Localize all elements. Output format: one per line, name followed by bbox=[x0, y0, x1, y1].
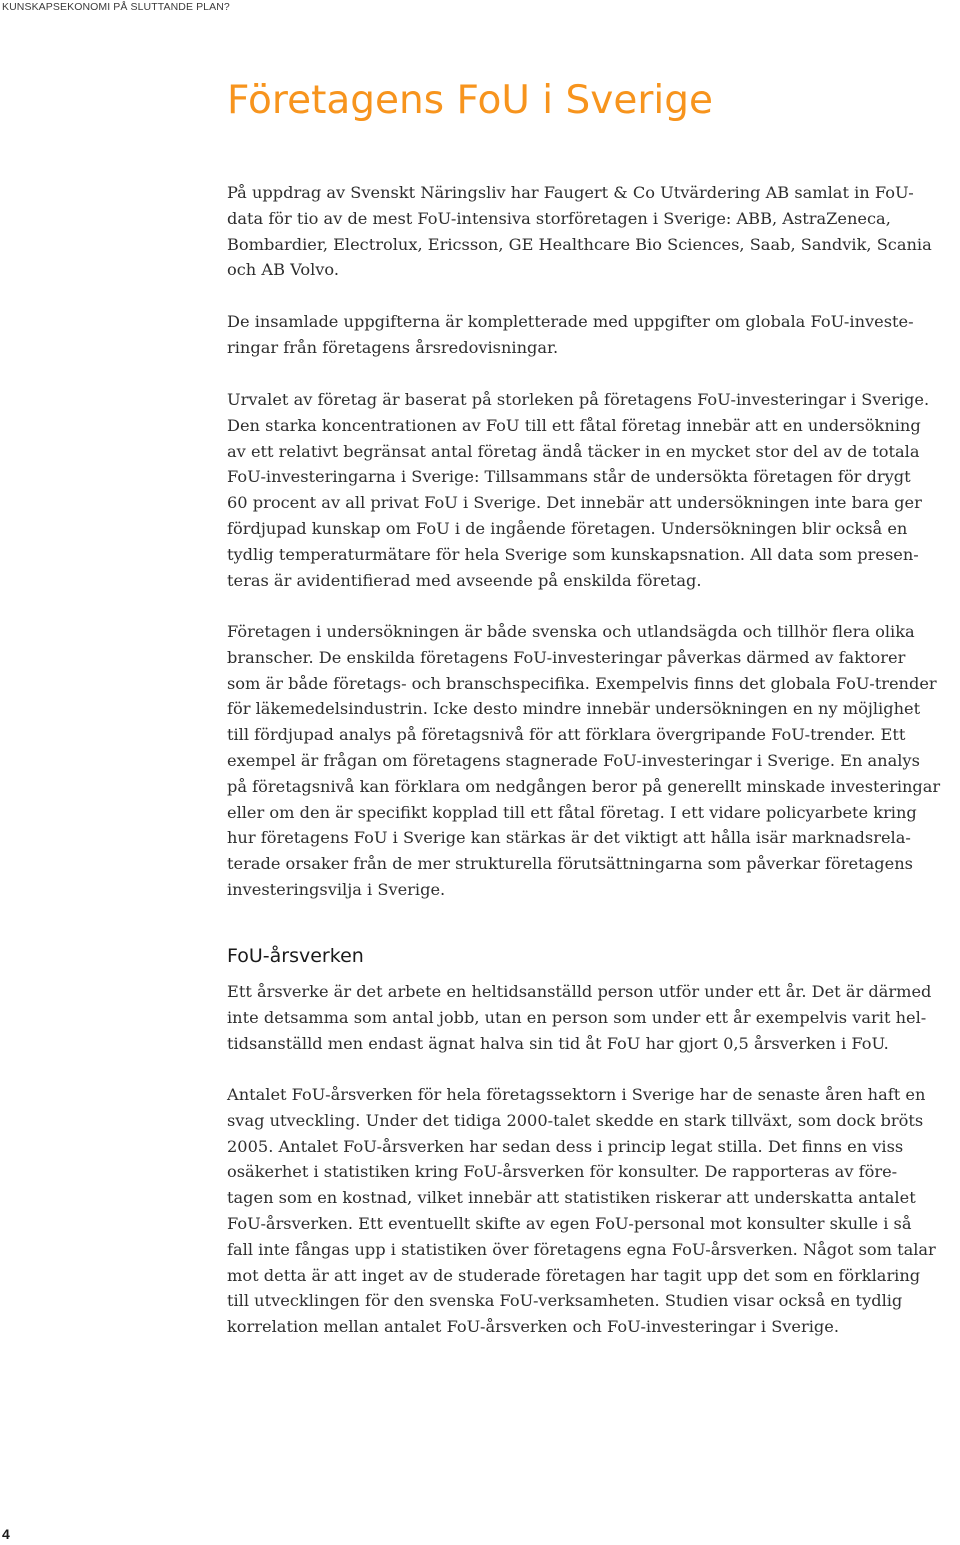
text-line: eller om den är specifikt kopplad till ett fåtal företag. I ett vidare policyarbete kring bbox=[227, 802, 917, 822]
page-number: 4 bbox=[2, 1526, 10, 1542]
text-line: som är både företags- och branschspecifika. Exempelvis finns det globala FoU-trender bbox=[227, 673, 937, 693]
text-line: investeringsvilja i Sverige. bbox=[227, 879, 446, 899]
text-line: svag utveckling. Under det tidiga 2000-talet skedde en stark tillväxt, som dock bröts bbox=[227, 1110, 924, 1130]
text-line: Ett årsverke är det arbete en heltidsanställd person utför under ett år. Det är därmed bbox=[227, 982, 932, 1001]
text-line: terade orsaker från de mer strukturella förutsättningarna som påverkar företagens bbox=[227, 854, 913, 874]
paragraph-intro bbox=[227, 180, 957, 283]
text-line: Antalet FoU-årsverken för hela företagssektorn i Sverige har de senaste åren haft en bbox=[227, 1085, 926, 1104]
text-line: teras är avidentifierad med avseende på enskilda företag. bbox=[227, 570, 702, 590]
paragraph-development bbox=[227, 1082, 957, 1340]
text-line: på företagsnivå kan förklara om nedgången beror på generellt minskade investeringar bbox=[227, 776, 941, 796]
text-line: tagen som en kostnad, vilket innebär att statistiken riskerar att underskatta antalet bbox=[227, 1188, 916, 1208]
text-line: och AB Volvo. bbox=[227, 260, 339, 280]
paragraph-selection bbox=[227, 387, 957, 593]
text-line: FoU-årsverken. Ett eventuellt skifte av egen FoU-personal mot konsulter skulle i så bbox=[227, 1213, 912, 1233]
text-line: fall inte fångas upp i statistiken över företagens egna FoU-årsverken. Något som talar bbox=[227, 1239, 936, 1259]
text-line: till utvecklingen för den svenska FoU-verksamheten. Studien visar också en tydlig bbox=[227, 1291, 903, 1311]
text-line: hur företagens FoU i Sverige kan stärkas är det viktigt att hålla isär marknadsrela- bbox=[227, 828, 911, 848]
section-heading: FoU-årsverken bbox=[227, 945, 364, 967]
text-line: tidsanställd men endast ägnat halva sin tid åt FoU har gjort 0,5 årsverken i FoU. bbox=[227, 1033, 889, 1053]
paragraph-sources bbox=[227, 309, 957, 361]
text-line: data för tio av de mest FoU-intensiva storföretagen i Sverige: ABB, AstraZeneca, bbox=[227, 208, 891, 228]
paragraph-companies bbox=[227, 619, 957, 903]
paragraph-definition bbox=[227, 979, 957, 1056]
text-line: 60 procent av all privat FoU i Sverige. Det innebär att undersökningen inte bara ger bbox=[227, 493, 922, 513]
text-line: inte detsamma som antal jobb, utan en person som under ett år exempelvis varit hel- bbox=[227, 1007, 927, 1027]
text-line: tydlig temperaturmätare för hela Sverige som kunskapsnation. All data som presen- bbox=[227, 544, 919, 564]
text-line: mot detta är att inget av de studerade företagen har tagit upp det som en förklaring bbox=[227, 1265, 921, 1285]
text-line: osäkerhet i statistiken kring FoU-årsverken för konsulter. De rapporteras av före- bbox=[227, 1162, 898, 1182]
text-line: till fördjupad analys på företagsnivå för att förklara övergripande FoU-trender. Ett bbox=[227, 725, 906, 745]
running-head: KUNSKAPSEKONOMI PÅ SLUTTANDE PLAN? bbox=[2, 1, 230, 13]
text-line: 2005. Antalet FoU-årsverken har sedan dess i princip legat stilla. Det finns en viss bbox=[227, 1136, 904, 1156]
text-line: Urvalet av företag är baserat på storleken på företagens FoU-investeringar i Sverige. bbox=[227, 390, 930, 409]
text-line: Den starka koncentrationen av FoU till ett fåtal företag innebär att en undersökning bbox=[227, 415, 921, 435]
text-line: Bombardier, Electrolux, Ericsson, GE Healthcare Bio Sciences, Saab, Sandvik, Scania bbox=[227, 234, 932, 254]
text-line: FoU-investeringarna i Sverige: Tillsammans står de undersökta företagen för drygt bbox=[227, 467, 911, 487]
page-title: Företagens FoU i Sverige bbox=[227, 78, 713, 123]
text-line: korrelation mellan antalet FoU-årsverken och FoU-investeringar i Sverige. bbox=[227, 1317, 840, 1337]
text-line: ringar från företagens årsredovisningar. bbox=[227, 337, 559, 357]
text-line: De insamlade uppgifterna är kompletterade med uppgifter om globala FoU-investe- bbox=[227, 312, 914, 331]
text-line: av ett relativt begränsat antal företag ändå täcker in en mycket stor del av de totala bbox=[227, 441, 920, 461]
text-line: exempel är frågan om företagens stagnerade FoU-investeringar i Sverige. En analys bbox=[227, 750, 920, 770]
text-line: Företagen i undersökningen är både svenska och utlandsägda och tillhör flera olika bbox=[227, 622, 915, 641]
text-line: för läkemedelsindustrin. Icke desto mindre innebär undersökningen en ny möjlighet bbox=[227, 699, 921, 719]
text-line: branscher. De enskilda företagens FoU-investeringar påverkas därmed av faktorer bbox=[227, 647, 906, 667]
text-line: På uppdrag av Svenskt Näringsliv har Faugert & Co Utvärdering AB samlat in FoU- bbox=[227, 183, 914, 202]
text-line: fördjupad kunskap om FoU i de ingående företagen. Undersökningen blir också en bbox=[227, 518, 908, 538]
